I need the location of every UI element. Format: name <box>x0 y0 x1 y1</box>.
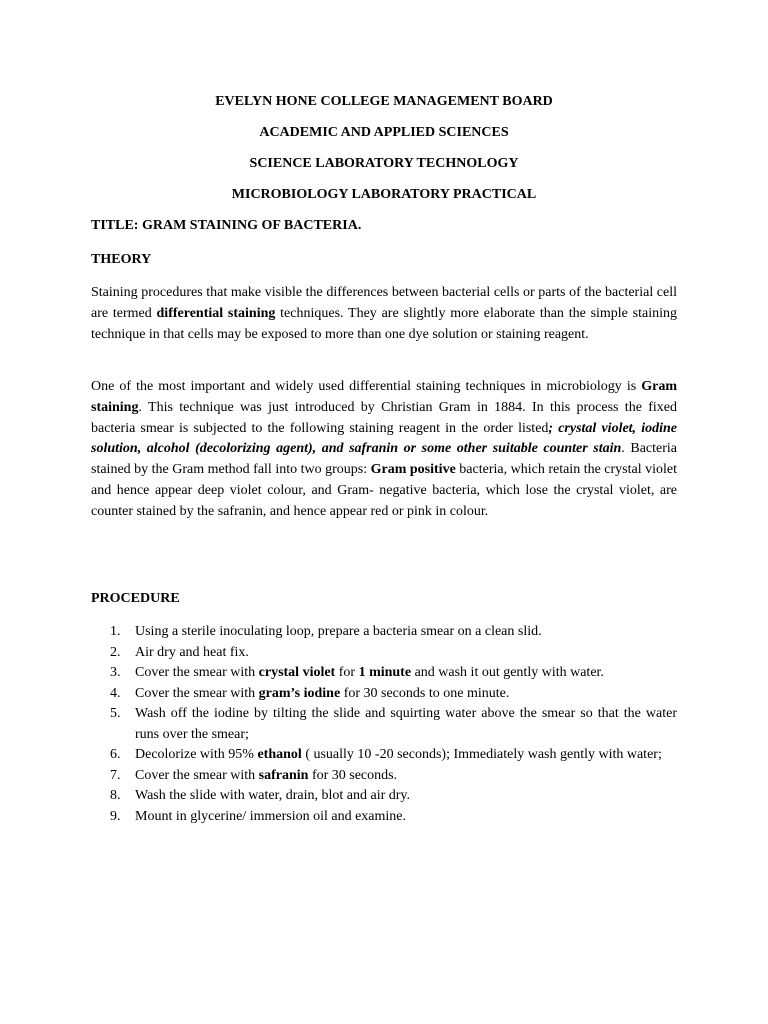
procedure-step <box>91 684 677 705</box>
term-duration: 1 minute <box>358 665 412 680</box>
text-run: One of the most important and widely used differential staining techniques in microbiology is <box>91 379 642 394</box>
step-number: 8. <box>110 788 121 803</box>
procedure-step <box>91 663 677 684</box>
step-text: Cover the smear with <box>135 665 259 680</box>
reagent-list: ; crystal violet, iodine solution, alcohol (decolorizing agent), and safranin or some other suitable counter stain <box>91 420 677 457</box>
theory-paragraph-1 <box>91 283 677 345</box>
term-crystal-violet: crystal violet <box>258 665 336 680</box>
step-number: 5. <box>110 706 121 721</box>
step-text: ( usually 10 -20 seconds); Immediately wash gently with water; <box>301 747 662 762</box>
term-grams-iodine: gram’s iodine <box>258 685 341 701</box>
step-text: Mount in glycerine/ immersion oil and examine. <box>135 808 406 824</box>
procedure-step <box>91 807 677 828</box>
term-gram-positive: Gram positive <box>370 462 456 478</box>
department-heading: SCIENCE LABORATORY TECHNOLOGY <box>249 156 519 171</box>
step-text: Air dry and heat fix. <box>135 644 249 660</box>
step-text: for <box>335 665 359 680</box>
term-differential-staining: differential staining <box>156 305 276 321</box>
step-number: 1. <box>110 624 121 639</box>
text-run: bacteria, which retain the crystal violet and hence appear deep violet colour, and Gram- negative bacteria, which lose the crystal violet, are counter stained by the safranin, and hence appear red or pink in colour. <box>91 462 678 519</box>
step-text: for 30 seconds to one minute. <box>340 685 510 701</box>
procedure-heading: PROCEDURE <box>91 591 180 606</box>
step-text: Wash the slide with water, drain, blot and air dry. <box>135 788 410 803</box>
term-gram-staining: Gram staining <box>91 379 677 415</box>
practical-title: TITLE: GRAM STAINING OF BACTERIA. <box>91 218 362 233</box>
text-run: . Bacteria stained by the Gram method fall into two groups: <box>91 441 677 478</box>
step-number: 6. <box>110 747 121 762</box>
term-safranin: safranin <box>258 767 309 783</box>
step-text: and wash it out gently with water. <box>411 665 604 680</box>
step-text: Cover the smear with <box>135 767 259 783</box>
text-run: . This technique was just introduced by Christian Gram in 1884. In this process the fixed bacteria smear is subjected to the following staining reagent in the order listed <box>91 399 677 436</box>
step-number: 4. <box>110 685 121 701</box>
school-heading: ACADEMIC AND APPLIED SCIENCES <box>259 125 509 140</box>
step-text: Cover the smear with <box>135 685 259 701</box>
procedure-step <box>91 622 677 643</box>
step-text: for 30 seconds. <box>308 767 398 783</box>
step-number: 9. <box>110 808 121 824</box>
step-text: Wash off the iodine by tilting the slide and squirting water above the smear so that the water runs over the smear; <box>135 706 677 742</box>
text-run: techniques. They are slightly more elaborate than the simple staining technique in that cells may be exposed to more than one dye solution or staining reagent. <box>91 305 678 342</box>
procedure-step <box>91 786 677 807</box>
theory-paragraph-2 <box>91 377 677 523</box>
procedure-step <box>91 766 677 787</box>
step-text: Using a sterile inoculating loop, prepare a bacteria smear on a clean slid. <box>135 624 542 639</box>
step-number: 2. <box>110 644 121 660</box>
procedure-step <box>91 745 677 766</box>
institution-heading: EVELYN HONE COLLEGE MANAGEMENT BOARD <box>215 94 553 109</box>
step-text: Decolorize with 95% <box>135 747 258 762</box>
step-number: 7. <box>110 767 121 783</box>
procedure-step <box>91 704 677 745</box>
step-number: 3. <box>110 665 121 680</box>
procedure-step <box>91 643 677 664</box>
course-heading: MICROBIOLOGY LABORATORY PRACTICAL <box>231 187 537 202</box>
procedure-list <box>91 622 677 827</box>
text-run: Staining procedures that make visible the differences between bacterial cells or parts of the bacterial cell are termed <box>91 285 677 321</box>
theory-heading: THEORY <box>91 252 152 267</box>
term-ethanol: ethanol <box>257 747 302 762</box>
